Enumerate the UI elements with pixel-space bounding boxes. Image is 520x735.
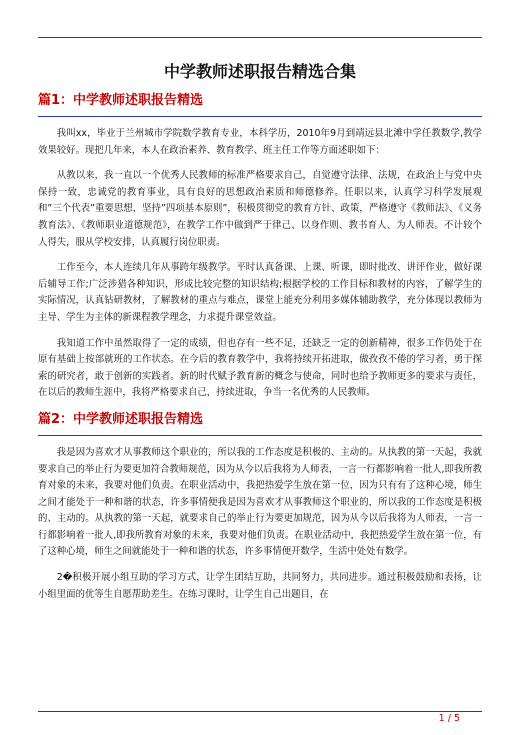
- header-rule: [38, 37, 482, 38]
- section-2-paragraph-2: 2�积极开展小组互助的学习方式，让学生团结互助，共同努力，共同进步。通过积极鼓励和表扬，让小组里面的优等生自愿帮助差生。在练习课时，让学生自己出题目，在: [38, 572, 482, 600]
- section-1-paragraph-1: 我叫xx，毕业于兰州城市学院数学教育专业，本科学历，2010年9月到靖远县北滩中学任教数学,教学效果较好。现把几年来，本人在政治素养、教育教学、班主任工作等方面述职如下：: [38, 128, 482, 156]
- section-2-heading: 篇2：中学教师述职报告精选: [38, 411, 204, 427]
- section-2-rule: [38, 435, 482, 436]
- document-title: 中学教师述职报告精选合集: [163, 62, 356, 81]
- page-indicator: 1 / 5: [438, 713, 460, 724]
- section-1-paragraph-4: 我知道工作中虽然取得了一定的成绩，但也存有一些不足，还缺乏一定的创新精神，很多工作仍处于在原有基础上按部就班的工作状态。在今后的教育教学中，我将持续开拓进取，做孜孜不倦的学习者，勇于探索的研究者，敢于创新的实践者。新的时代赋予教育新的概念与使命，同时也给予教师更多的要求与责任，在以后的教师生涯中，我将严格要求自己，持续进取，争当一名优秀的人民教师。: [38, 337, 482, 399]
- section-1-paragraph-2: 从教以来，我一直以一个优秀人民教师的标准严格要求自己，自觉遵守法律、法规，在政治上与党中央保持一致，忠诚党的教育事业，具有良好的思想政治素质和师德修养。任职以来，认真学习科学发展观和”三个代表”重要思想，坚持”四项基本原则”，积极贯彻党的教育方针、政策，严格遵守《教师法》、《义务教育法》、《教师职业道德规范》，在教学工作中做到严于律己、以身作则、教书育人、为人师表。不计较个人得失，服从学校安排，认真履行岗位职责。: [38, 170, 482, 248]
- section-1-heading: 篇1：中学教师述职报告精选: [38, 93, 204, 108]
- document-page: [38, 60, 482, 603]
- footer-rule: [38, 711, 482, 712]
- section-1-rule: [38, 116, 482, 117]
- section-1-paragraph-3: 工作至今，本人连续几年从事跨年级教学。平时认真备课、上课、听课，即时批改、讲评作业，做好课后辅导工作;广泛涉猎各种知识，形成比较完整的知识结构;根据学校的工作目标和教材的内容，了解学生的实际情况，认真钻研教材，了解教材的重点与难点，课堂上能充分利用多媒体辅助教学，充分体现以教师为主导、学生为主体的新课程教学理念，力求提升课堂效益。: [38, 262, 482, 323]
- section-2-paragraph-1: 我是因为喜欢才从事教师这个职业的，所以我的工作态度是积极的、主动的。从执教的第一天起，我就要求自己的举止行为要更加符合教师规范，因为从今以后我将为人师表，一言一行都影响着一批人,即我所教育对象的未来，我要对他们负责。在职业活动中，我把热爱学生放在第一位，因为只有有了这种心境，师生之间才能处于一种和谐的状态，许多事情便我是因为喜欢才从事教师这个职业的，所以我的工作态度是积极的、主动的。从执教的第一天起，就要求自己的举止行为要更加规范，因为从今以后我将为人师表，一言一行都影响着一批人,即我所教育对象的未来，我要对他们负责。在职业活动中，我把热爱学生放在第一位，有了这种心境，师生之间就能处于一种和谐的状态，许多事情便开数学，生活中处处有数学。: [38, 446, 482, 558]
